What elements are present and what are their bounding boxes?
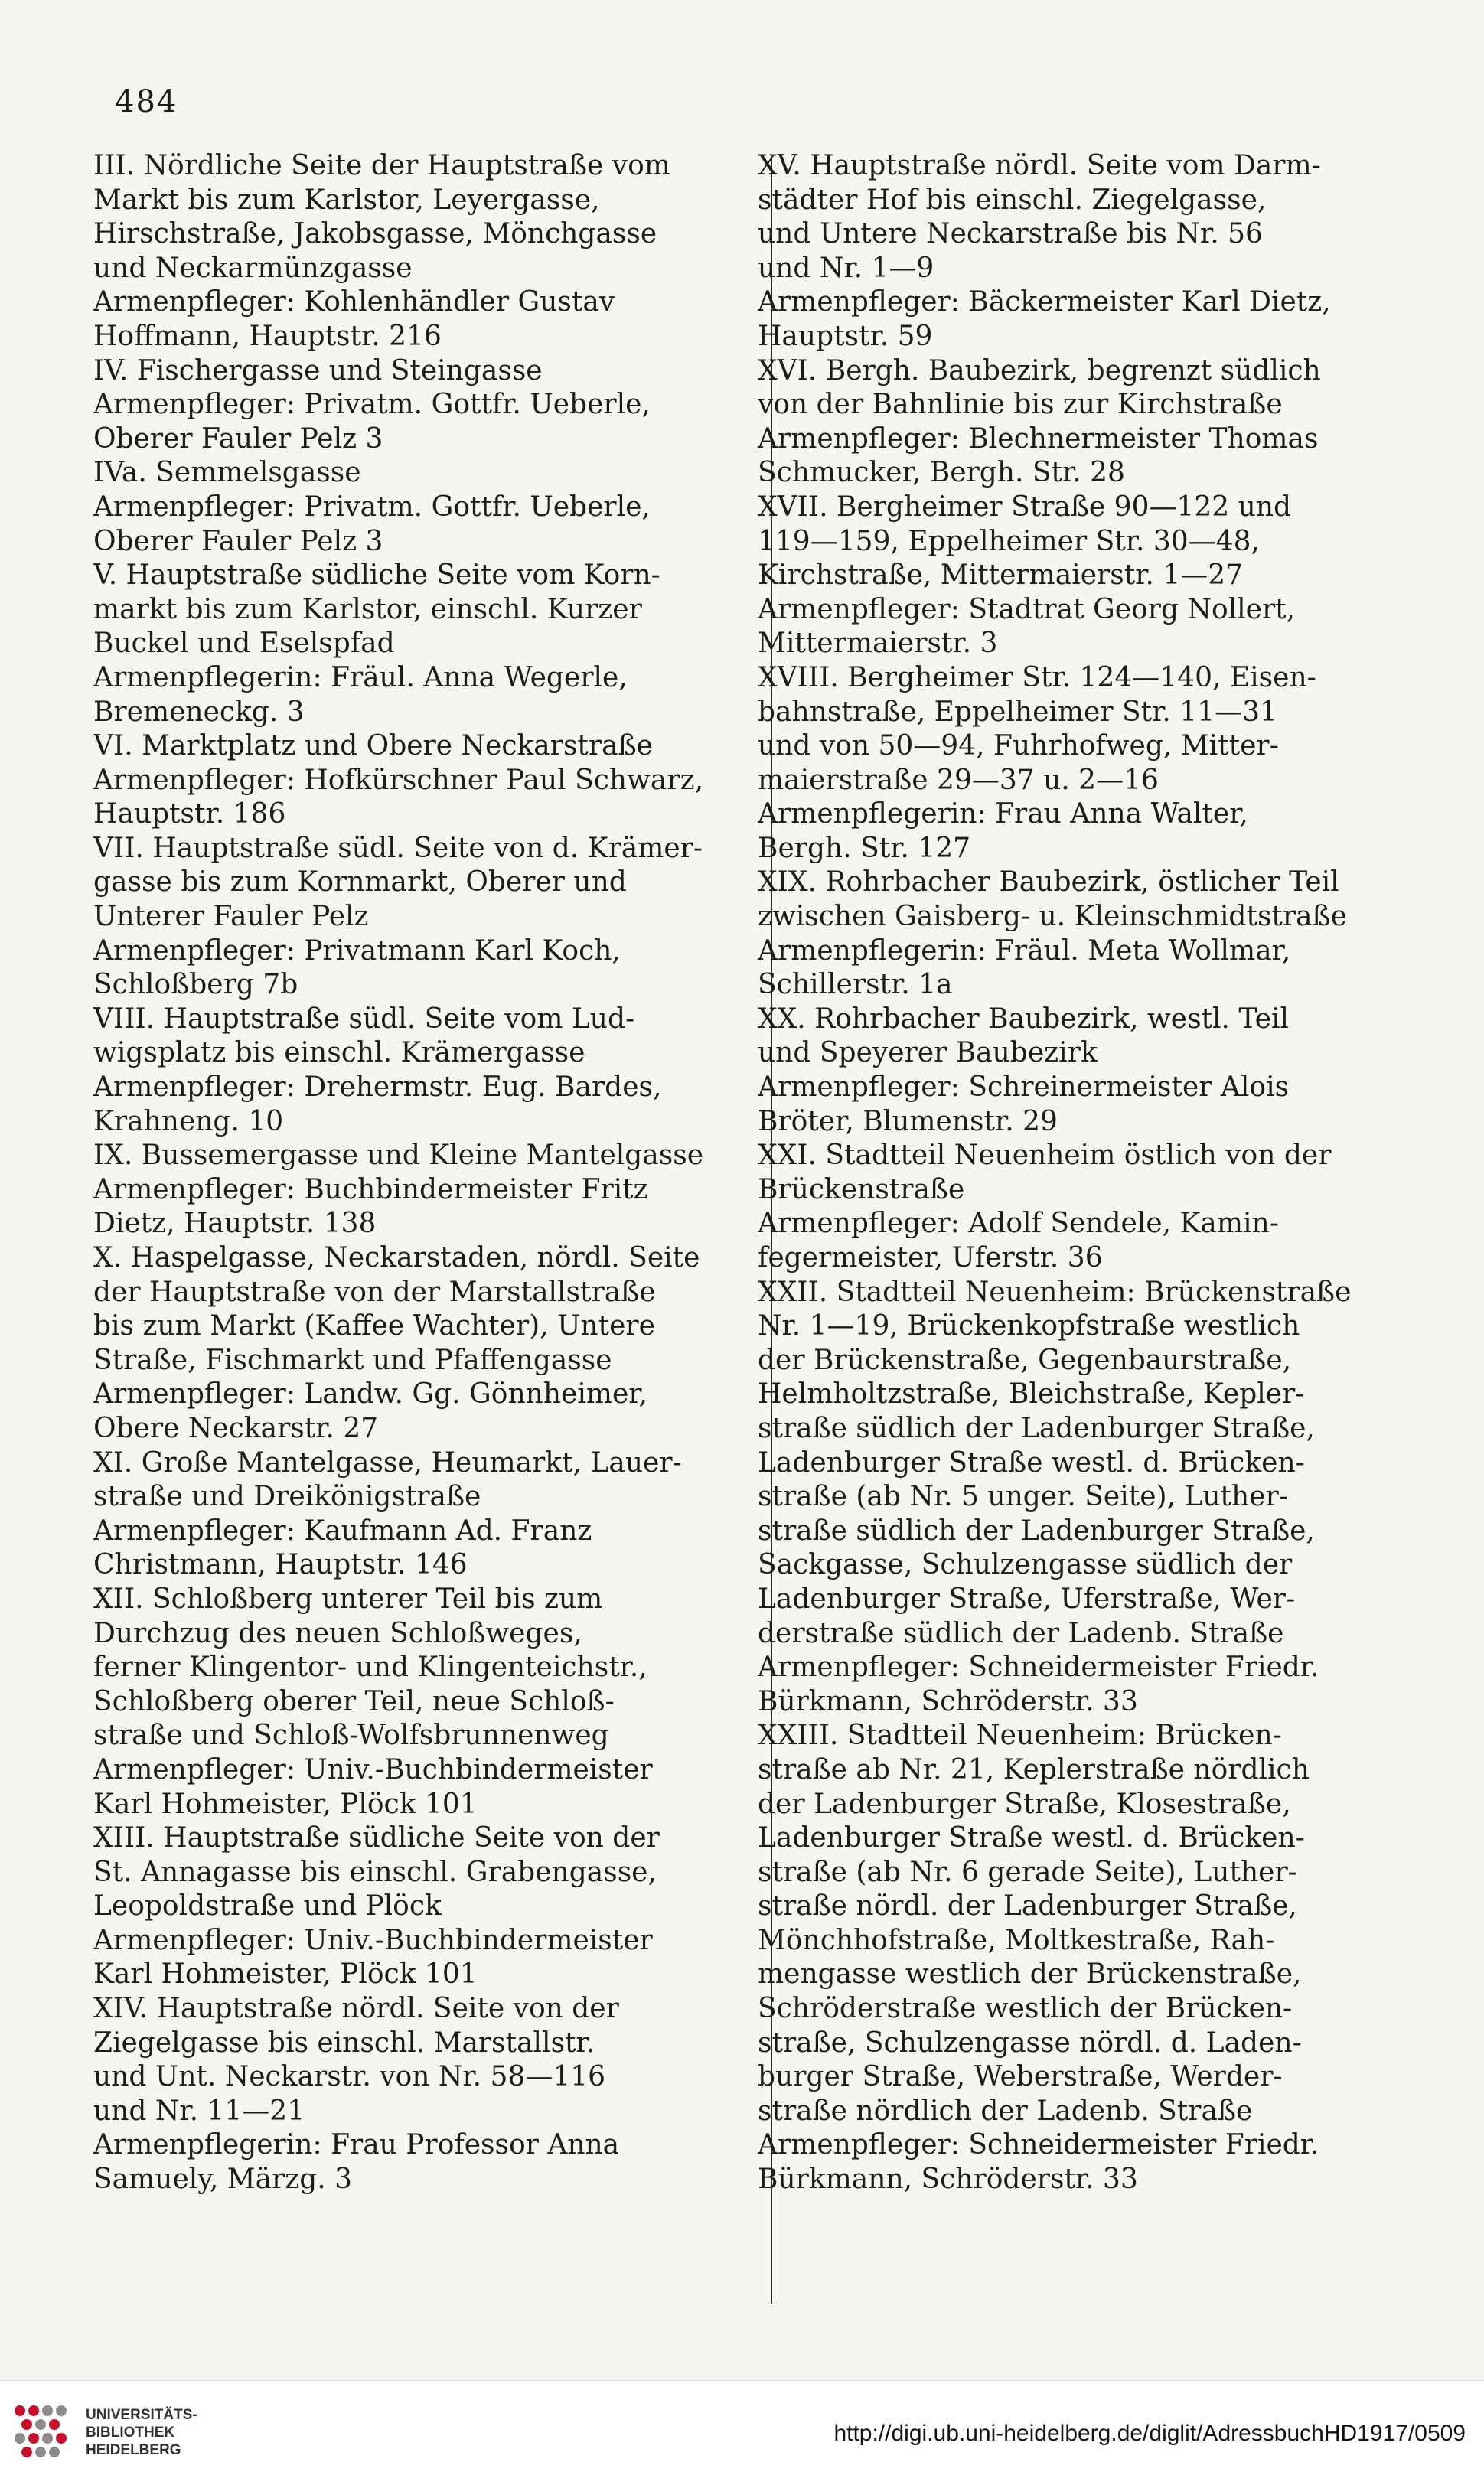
entry-line: VII. Hauptstraße südl. Seite von d. Krämer- <box>93 832 703 864</box>
entry-line: und Nr. 1—9 <box>758 252 934 284</box>
entry-line: maierstraße 29—37 u. 2—16 <box>758 764 1159 796</box>
entry-line: XII. Schloßberg unterer Teil bis zum <box>93 1583 603 1615</box>
entry-line: Durchzug des neuen Schloßweges, <box>93 1617 582 1649</box>
entry-line: bis zum Markt (Kaffee Wachter), Untere <box>93 1310 655 1342</box>
entry-line: markt bis zum Karlstor, einschl. Kurzer <box>93 593 642 625</box>
entry-line: Armenpfleger: Stadtrat Georg Nollert, <box>758 593 1296 625</box>
library-name <box>86 2406 197 2459</box>
entry-line: Armenpflegerin: Fräul. Anna Wegerle, <box>93 661 628 693</box>
entry-line: burger Straße, Weberstraße, Werder- <box>758 2061 1283 2093</box>
entry-line: Armenpfleger: Landw. Gg. Gönnheimer, <box>93 1378 647 1410</box>
footer-bar <box>0 2380 1484 2485</box>
entry-line: wigsplatz bis einschl. Krämergasse <box>93 1037 585 1069</box>
entry-line: Armenpfleger: Blechnermeister Thomas <box>758 422 1319 455</box>
entry-line: XX. Rohrbacher Baubezirk, westl. Teil <box>758 1003 1289 1035</box>
entry-line: Obere Neckarstr. 27 <box>93 1412 379 1444</box>
entry-line: Christmann, Hauptstr. 146 <box>93 1549 468 1581</box>
entry-line: St. Annagasse bis einschl. Grabengasse, <box>93 1856 657 1888</box>
entry-line: Armenpflegerin: Frau Professor Anna <box>93 2129 620 2161</box>
entry-line: XIII. Hauptstraße südliche Seite von der <box>93 1822 660 1854</box>
entry-line: mengasse westlich der Brückenstraße, <box>758 1958 1302 1991</box>
entry-line: Hirschstraße, Jakobsgasse, Mönchgasse <box>93 218 657 250</box>
entry-line: straße südlich der Ladenburger Straße, <box>758 1515 1315 1547</box>
entry-line: Armenpfleger: Kohlenhändler Gustav <box>93 286 615 318</box>
entry-line: Schloßberg 7b <box>93 969 298 1001</box>
entry-line: Hoffmann, Hauptstr. 216 <box>93 320 442 352</box>
entry-line: Schmucker, Bergh. Str. 28 <box>758 457 1125 489</box>
entry-line: VIII. Hauptstraße südl. Seite vom Lud- <box>93 1003 635 1035</box>
entry-line: bahnstraße, Eppelheimer Str. 11—31 <box>758 696 1277 728</box>
district-entry <box>93 729 736 832</box>
right-column <box>758 149 1397 2197</box>
entry-line: und Speyerer Baubezirk <box>758 1037 1098 1069</box>
entry-line: IX. Bussemergasse und Kleine Mantelgasse <box>93 1140 704 1172</box>
entry-line: Hauptstr. 59 <box>758 320 933 352</box>
entry-line: Oberer Fauler Pelz 3 <box>93 525 383 557</box>
entry-line: der Brückenstraße, Gegenbaurstraße, <box>758 1344 1292 1376</box>
entry-line: Oberer Fauler Pelz 3 <box>93 422 383 455</box>
district-entry <box>758 1139 1397 1275</box>
entry-line: Armenpfleger: Privatm. Gottfr. Ueberle, <box>93 491 651 523</box>
entry-line: Samuely, Märzg. 3 <box>93 2164 353 2196</box>
entry-line: Armenpfleger: Buchbindermeister Fritz <box>93 1173 648 1205</box>
entry-line: straße und Dreikönigstraße <box>93 1481 481 1513</box>
entry-line: Krahneng. 10 <box>93 1105 284 1137</box>
entry-line: XIV. Hauptstraße nördl. Seite von der <box>93 1993 619 2025</box>
entry-line: XVIII. Bergheimer Str. 124—140, Eisen- <box>758 661 1316 693</box>
entry-line: Straße, Fischmarkt und Pfaffengasse <box>93 1344 612 1376</box>
entry-line: Hauptstr. 186 <box>93 798 286 830</box>
entry-line: III. Nördliche Seite der Hauptstraße vom <box>93 150 670 181</box>
entry-line: städter Hof bis einschl. Ziegelgasse, <box>758 184 1267 216</box>
entry-line: derstraße südlich der Ladenb. Straße <box>758 1617 1284 1649</box>
entry-line: Armenpfleger: Kaufmann Ad. Franz <box>93 1515 592 1547</box>
entry-line: Armenpfleger: Schneidermeister Friedr. <box>758 2129 1319 2161</box>
district-entry <box>93 456 736 559</box>
entry-line: fegermeister, Uferstr. 36 <box>758 1242 1103 1273</box>
entry-line: Sackgasse, Schulzengasse südlich der <box>758 1549 1293 1581</box>
left-column <box>93 149 736 2197</box>
entry-line: straße südlich der Ladenburger Straße, <box>758 1412 1315 1444</box>
entry-line: Armenpfleger: Privatmann Karl Koch, <box>93 934 621 967</box>
entry-line: und Nr. 11—21 <box>93 2095 305 2127</box>
source-url-link[interactable]: http://digi.ub.uni-heidelberg.de/diglit/AdressbuchHD1917/0509 <box>833 2421 1466 2446</box>
library-name-line: HEIDELBERG <box>86 2441 181 2458</box>
library-name-line: UNIVERSITÄTS- <box>86 2406 197 2423</box>
entry-line: Bürkmann, Schröderstr. 33 <box>758 2164 1138 2196</box>
entry-line: straße, Schulzengasse nördl. d. Laden- <box>758 2027 1302 2059</box>
library-name-line: BIBLIOTHEK <box>86 2424 175 2441</box>
page-number: 484 <box>115 84 178 119</box>
entry-line: X. Haspelgasse, Neckarstaden, nördl. Seite <box>93 1242 700 1273</box>
district-entry <box>93 1241 736 1446</box>
district-entry <box>758 866 1397 1002</box>
entry-line: Unterer Fauler Pelz <box>93 901 369 933</box>
entry-line: Ladenburger Straße westl. d. Brücken- <box>758 1822 1305 1854</box>
entry-line: Armenpfleger: Privatm. Gottfr. Ueberle, <box>93 389 651 421</box>
entry-line: 119—159, Eppelheimer Str. 30—48, <box>758 525 1260 557</box>
district-entry <box>93 1992 736 2197</box>
entry-line: XXII. Stadtteil Neuenheim: Brückenstraße <box>758 1276 1352 1308</box>
entry-line: Bröter, Blumenstr. 29 <box>758 1105 1058 1137</box>
entry-line: Kirchstraße, Mittermaierstr. 1—27 <box>758 559 1244 592</box>
entry-line: Brückenstraße <box>758 1173 965 1205</box>
entry-line: straße und Schloß-Wolfsbrunnenweg <box>93 1720 609 1752</box>
entry-line: Armenpfleger: Hofkürschner Paul Schwarz, <box>93 764 704 796</box>
district-entry <box>93 559 736 729</box>
entry-line: Ladenburger Straße, Uferstraße, Wer- <box>758 1583 1296 1615</box>
entry-line: Armenpfleger: Schreinermeister Alois <box>758 1071 1290 1104</box>
entry-line: XIX. Rohrbacher Baubezirk, östlicher Teil <box>758 866 1339 898</box>
district-entry <box>93 832 736 1003</box>
entry-line: Armenpfleger: Bäckermeister Karl Dietz, <box>758 286 1331 318</box>
district-entry <box>758 1003 1397 1139</box>
entry-line: Armenpfleger: Adolf Sendele, Kamin- <box>758 1208 1279 1240</box>
entry-line: und von 50—94, Fuhrhofweg, Mitter- <box>758 730 1279 762</box>
entry-line: von der Bahnlinie bis zur Kirchstraße <box>758 389 1283 421</box>
entry-line: gasse bis zum Kornmarkt, Oberer und <box>93 866 627 898</box>
entry-line: Ziegelgasse bis einschl. Marstallstr. <box>93 2027 595 2059</box>
entry-line: Leopoldstraße und Plöck <box>93 1890 442 1922</box>
district-entry <box>93 1821 736 1992</box>
entry-line: Armenpflegerin: Frau Anna Walter, <box>758 798 1248 830</box>
entry-line: ferner Klingentor- und Klingenteichstr., <box>93 1652 647 1684</box>
district-entry <box>758 1719 1397 2196</box>
entry-line: Mönchhofstraße, Moltkestraße, Rah- <box>758 1924 1275 1956</box>
entry-line: Bürkmann, Schröderstr. 33 <box>758 1685 1138 1717</box>
district-entry <box>93 149 736 354</box>
entry-line: Bremeneckg. 3 <box>93 696 305 728</box>
entry-line: XV. Hauptstraße nördl. Seite vom Darm- <box>758 150 1321 181</box>
entry-line: XI. Große Mantelgasse, Heumarkt, Lauer- <box>93 1446 682 1479</box>
district-entry <box>93 1446 736 1583</box>
entry-line: Karl Hohmeister, Plöck 101 <box>93 1788 478 1820</box>
district-entry <box>758 354 1397 491</box>
entry-line: und Unt. Neckarstr. von Nr. 58—116 <box>93 2061 606 2093</box>
entry-line: und Untere Neckarstraße bis Nr. 56 <box>758 218 1263 250</box>
entry-line: IV. Fischergasse und Steingasse <box>93 354 543 386</box>
district-entry <box>758 491 1397 661</box>
entry-line: Armenpfleger: Univ.-Buchbindermeister <box>93 1924 653 1956</box>
entry-line: Schillerstr. 1a <box>758 969 953 1001</box>
district-entry <box>93 354 736 457</box>
entry-line: Buckel und Eselspfad <box>93 628 395 660</box>
entry-line: Schröderstraße westlich der Brücken- <box>758 1993 1293 2025</box>
entry-line: XVI. Bergh. Baubezirk, begrenzt südlich <box>758 354 1321 386</box>
entry-line: und Neckarmünzgasse <box>93 252 413 284</box>
district-entry <box>758 149 1397 354</box>
entry-line: der Ladenburger Straße, Klosestraße, <box>758 1788 1291 1820</box>
district-entry <box>93 1139 736 1241</box>
district-entry <box>758 661 1397 866</box>
entry-line: IVa. Semmelsgasse <box>93 457 361 489</box>
entry-line: Ladenburger Straße westl. d. Brücken- <box>758 1446 1305 1479</box>
district-entry <box>93 1583 736 1821</box>
entry-line: XVII. Bergheimer Straße 90—122 und <box>758 491 1292 523</box>
entry-line: Armenpfleger: Schneidermeister Friedr. <box>758 1652 1319 1684</box>
entry-line: straße nördlich der Ladenb. Straße <box>758 2095 1253 2127</box>
entry-line: Helmholtzstraße, Bleichstraße, Kepler- <box>758 1378 1305 1410</box>
entry-line: Armenpfleger: Univ.-Buchbindermeister <box>93 1753 653 1785</box>
entry-line: Karl Hohmeister, Plöck 101 <box>93 1958 478 1991</box>
entry-line: zwischen Gaisberg- u. Kleinschmidtstraße <box>758 901 1347 933</box>
entry-line: Nr. 1—19, Brückenkopfstraße westlich <box>758 1310 1300 1342</box>
district-entry <box>758 1276 1397 1720</box>
entry-line: Schloßberg oberer Teil, neue Schloß- <box>93 1685 615 1717</box>
entry-line: Armenpflegerin: Fräul. Meta Wollmar, <box>758 934 1291 967</box>
library-logo[interactable] <box>11 2400 197 2464</box>
entry-line: XXI. Stadtteil Neuenheim östlich von der <box>758 1140 1332 1172</box>
entry-line: XXIII. Stadtteil Neuenheim: Brücken- <box>758 1720 1282 1752</box>
entry-line: Bergh. Str. 127 <box>758 832 971 864</box>
entry-line: Markt bis zum Karlstor, Leyergasse, <box>93 184 600 216</box>
entry-line: Mittermaierstr. 3 <box>758 628 998 660</box>
entry-line: straße ab Nr. 21, Keplerstraße nördlich <box>758 1753 1310 1785</box>
entry-line: straße (ab Nr. 5 unger. Seite), Luther- <box>758 1481 1288 1513</box>
entry-line: der Hauptstraße von der Marstallstraße <box>93 1276 656 1308</box>
university-logo-icon <box>11 2400 72 2464</box>
entry-line: straße nördl. der Ladenburger Straße, <box>758 1890 1297 1922</box>
entry-line: VI. Marktplatz und Obere Neckarstraße <box>93 730 653 762</box>
district-entry <box>93 1003 736 1139</box>
entry-line: Armenpfleger: Drehermstr. Eug. Bardes, <box>93 1071 662 1104</box>
entry-line: Dietz, Hauptstr. 138 <box>93 1208 377 1240</box>
entry-line: straße (ab Nr. 6 gerade Seite), Luther- <box>758 1856 1297 1888</box>
entry-line: V. Hauptstraße südliche Seite vom Korn- <box>93 559 660 592</box>
